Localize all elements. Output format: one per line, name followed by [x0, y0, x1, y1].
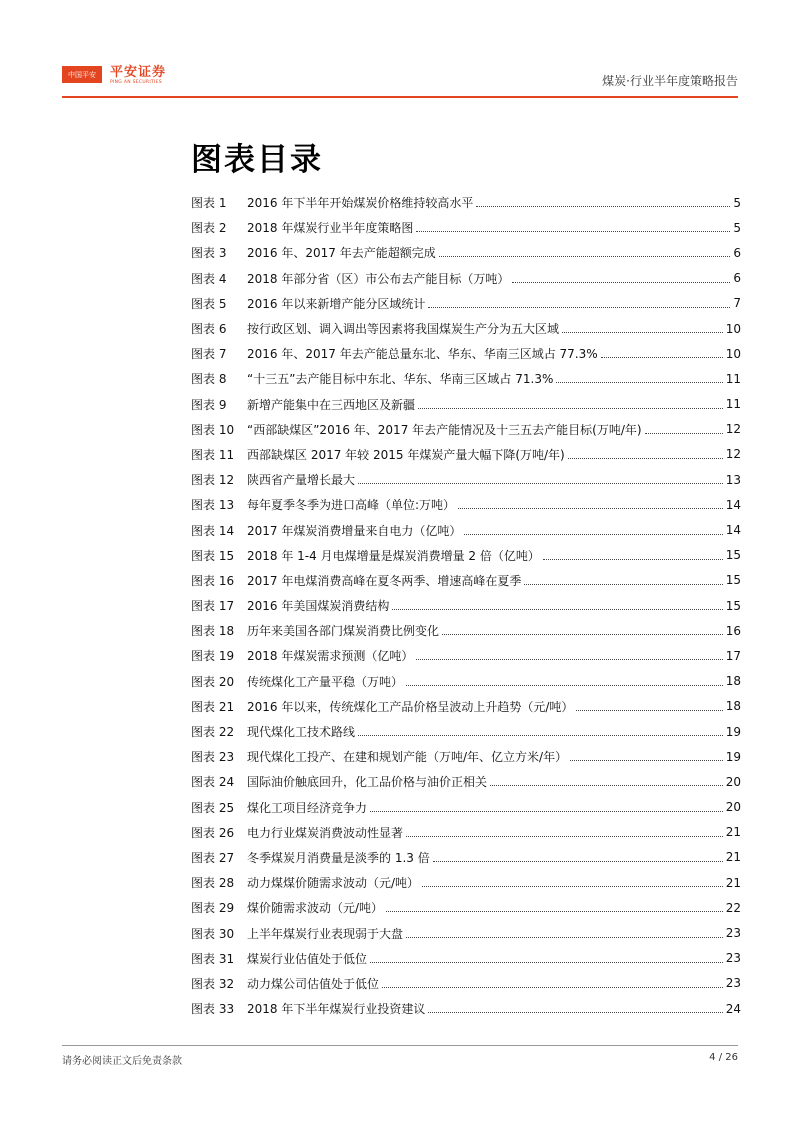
toc-entry-page: 22 — [725, 900, 741, 915]
toc-entry-title: 2018 年 1-4 月电煤增量是煤炭消费增量 2 倍（亿吨） — [247, 548, 540, 563]
toc-entry-page: 12 — [725, 422, 741, 437]
toc-leader-dots — [601, 357, 723, 358]
toc-entry-page: 21 — [725, 875, 741, 890]
toc-entry[interactable] — [191, 392, 741, 417]
toc-leader-dots — [358, 483, 723, 484]
toc-entry-number: 图表 21 — [191, 699, 235, 714]
toc-entry-title: 上半年煤炭行业表现弱于大盘 — [247, 926, 404, 941]
toc-entry-page: 23 — [725, 926, 741, 941]
toc-entry[interactable] — [191, 492, 741, 517]
toc-entry-number: 图表 33 — [191, 1002, 235, 1017]
toc-leader-dots — [406, 836, 723, 837]
toc-entry-number: 图表 32 — [191, 976, 235, 991]
toc-entry-title: 新增产能集中在三西地区及新疆 — [247, 397, 416, 412]
toc-entry[interactable] — [191, 240, 741, 265]
toc-entry-page: 11 — [725, 371, 741, 386]
toc-entry-number: 图表 31 — [191, 951, 235, 966]
toc-entry-number: 图表 28 — [191, 876, 235, 891]
toc-leader-dots — [416, 659, 722, 660]
toc-entry-page: 23 — [725, 951, 741, 966]
toc-entry[interactable] — [191, 366, 741, 391]
toc-entry-title: 2017 年电煤消费高峰在夏冬两季、增速高峰在夏季 — [247, 573, 522, 588]
report-title: 煤炭·行业半年度策略报告 — [602, 74, 738, 88]
toc-leader-dots — [512, 282, 730, 283]
toc-leader-dots — [382, 987, 723, 988]
toc-entry-title: 2018 年下半年煤炭行业投资建议 — [247, 1002, 426, 1017]
toc-entry[interactable] — [191, 442, 741, 467]
toc-leader-dots — [570, 760, 723, 761]
toc-entry-title: 电力行业煤炭消费波动性显著 — [247, 825, 404, 840]
toc-leader-dots — [556, 382, 722, 383]
page-number: 4 / 26 — [709, 1052, 738, 1063]
toc-entry-title: 历年来美国各部门煤炭消费比例变化 — [247, 624, 440, 639]
toc-entry[interactable] — [191, 971, 741, 996]
toc-entry-number: 图表 27 — [191, 850, 235, 865]
toc-entry-page: 19 — [725, 724, 741, 739]
toc-entry-number: 图表 2 — [191, 221, 227, 236]
toc-entry-title: 传统煤化工产量平稳（万吨） — [247, 674, 404, 689]
toc-entry-title: 2018 年煤炭需求预测（亿吨） — [247, 649, 414, 664]
toc-entry-title: 2018 年部分省（区）市公布去产能目标（万吨） — [247, 271, 510, 286]
toc-entry[interactable] — [191, 845, 741, 870]
toc-leader-dots — [358, 735, 723, 736]
toc-entry[interactable] — [191, 618, 741, 643]
company-logo — [62, 66, 166, 86]
toc-entry-page: 15 — [725, 548, 741, 563]
toc-entry-title: 2016 年、2017 年去产能超额完成 — [247, 246, 436, 261]
toc-entry-number: 图表 20 — [191, 674, 235, 689]
toc-entry-number: 图表 6 — [191, 322, 227, 337]
toc-entry-number: 图表 30 — [191, 926, 235, 941]
toc-entry[interactable] — [191, 895, 741, 920]
toc-entry-title: 2016 年美国煤炭消费结构 — [247, 599, 390, 614]
toc-entry[interactable] — [191, 920, 741, 945]
toc-entry-number: 图表 24 — [191, 775, 235, 790]
toc-entry[interactable] — [191, 795, 741, 820]
toc-entry-page: 21 — [725, 850, 741, 865]
toc-entry-page: 21 — [725, 825, 741, 840]
toc-entry-page: 18 — [725, 699, 741, 714]
toc-entry-number: 图表 15 — [191, 548, 235, 563]
toc-entry-page: 14 — [725, 523, 741, 538]
toc-entry-page: 14 — [725, 497, 741, 512]
toc-leader-dots — [422, 886, 723, 887]
toc-entry[interactable] — [191, 568, 741, 593]
toc-entry-number: 图表 16 — [191, 573, 235, 588]
toc-entry-page: 18 — [725, 674, 741, 689]
toc-leader-dots — [386, 911, 723, 912]
toc-entry-title: 冬季煤炭月消费量是淡季的 1.3 倍 — [247, 850, 430, 865]
toc-entry-page: 17 — [725, 648, 741, 663]
toc-leader-dots — [370, 811, 723, 812]
toc-leader-dots — [490, 785, 723, 786]
toc-leader-dots — [416, 231, 730, 232]
toc-entry[interactable] — [191, 417, 741, 442]
toc-entry-number: 图表 4 — [191, 271, 227, 286]
toc-entry-number: 图表 9 — [191, 397, 227, 412]
toc-entry-page: 11 — [725, 397, 741, 412]
toc-entry-page: 12 — [725, 447, 741, 462]
toc-leader-dots — [428, 307, 730, 308]
toc-entry-title: 煤化工项目经济竞争力 — [247, 800, 368, 815]
toc-leader-dots — [392, 609, 722, 610]
footer-disclaimer: 请务必阅读正文后免责条款 — [62, 1056, 182, 1067]
toc-entry[interactable] — [191, 291, 741, 316]
toc-entry[interactable] — [191, 467, 741, 492]
footer-divider — [62, 1045, 738, 1046]
toc-leader-dots — [568, 458, 723, 459]
toc-entry-page: 6 — [733, 245, 741, 260]
toc-leader-dots — [476, 206, 730, 207]
toc-entry-title: 每年夏季冬季为进口高峰（单位:万吨） — [247, 498, 456, 513]
toc-entry[interactable] — [191, 769, 741, 794]
toc-entry-number: 图表 1 — [191, 196, 227, 211]
logo-badge: 中国平安 — [62, 66, 102, 83]
toc-entry-number: 图表 12 — [191, 473, 235, 488]
toc-entry[interactable] — [191, 190, 741, 215]
toc-entry-number: 图表 7 — [191, 347, 227, 362]
toc-entry-title: 2017 年煤炭消费增量来自电力（亿吨） — [247, 523, 462, 538]
toc-entry-number: 图表 22 — [191, 725, 235, 740]
toc-entry-number: 图表 29 — [191, 901, 235, 916]
toc-entry-number: 图表 10 — [191, 422, 235, 437]
toc-entry-page: 20 — [725, 800, 741, 815]
toc-entry-number: 图表 5 — [191, 296, 227, 311]
toc-entry[interactable] — [191, 643, 741, 668]
toc-entry-title: 2018 年煤炭行业半年度策略图 — [247, 221, 414, 236]
toc-entry-page: 5 — [733, 220, 741, 235]
toc-leader-dots — [428, 1012, 722, 1013]
toc-entry-page: 19 — [725, 749, 741, 764]
toc-entry-title: “十三五”去产能目标中东北、华东、华南三区域占 71.3% — [247, 372, 554, 387]
toc-entry[interactable] — [191, 946, 741, 971]
toc-leader-dots — [433, 861, 723, 862]
toc-entry[interactable] — [191, 719, 741, 744]
toc-entry-title: 2016 年以来新增产能分区域统计 — [247, 296, 426, 311]
toc-leader-dots — [576, 710, 722, 711]
toc-leader-dots — [442, 634, 723, 635]
toc-leader-dots — [370, 962, 723, 963]
toc-entry-number: 图表 23 — [191, 750, 235, 765]
logo-name: 平安证券 — [110, 65, 167, 80]
logo-subtitle: PING AN SECURITIES — [110, 80, 162, 85]
toc-entry-title: 动力煤煤价随需求波动（元/吨） — [247, 876, 420, 891]
toc-entry-page: 7 — [733, 296, 741, 311]
toc-leader-dots — [406, 937, 723, 938]
toc-entry[interactable] — [191, 593, 741, 618]
toc-entry[interactable] — [191, 316, 741, 341]
toc-entry[interactable] — [191, 215, 741, 240]
toc-entry-title: 2016 年、2017 年去产能总量东北、华东、华南三区域占 77.3% — [247, 347, 598, 362]
toc-entry[interactable] — [191, 744, 741, 769]
toc-title: 图表目录 — [191, 142, 323, 178]
toc-entry-page: 24 — [725, 1001, 741, 1016]
toc-entry-number: 图表 25 — [191, 800, 235, 815]
toc-leader-dots — [406, 685, 723, 686]
header-divider — [62, 96, 738, 98]
toc-entry[interactable] — [191, 694, 741, 719]
toc-leader-dots — [458, 508, 723, 509]
toc-leader-dots — [524, 584, 722, 585]
figure-list — [191, 190, 741, 1021]
toc-entry-title: 煤炭行业估值处于低位 — [247, 951, 368, 966]
toc-entry-title: “西部缺煤区”2016 年、2017 年去产能情况及十三五去产能目标(万吨/年) — [247, 422, 642, 437]
toc-entry[interactable] — [191, 517, 741, 542]
toc-entry-title: 2016 年下半年开始煤炭价格维持较高水平 — [247, 196, 474, 211]
toc-entry-title: 动力煤公司估值处于低位 — [247, 976, 380, 991]
toc-entry-title: 国际油价触底回升，化工品价格与油价正相关 — [247, 775, 488, 790]
toc-entry-title: 现代煤化工技术路线 — [247, 725, 356, 740]
toc-entry-number: 图表 19 — [191, 649, 235, 664]
toc-entry-number: 图表 26 — [191, 825, 235, 840]
toc-entry-page: 15 — [725, 573, 741, 588]
toc-entry-title: 现代煤化工投产、在建和规划产能（万吨/年、亿立方米/年） — [247, 750, 568, 765]
toc-entry-page: 13 — [725, 472, 741, 487]
toc-entry-number: 图表 11 — [191, 447, 235, 462]
toc-entry-page: 10 — [725, 321, 741, 336]
toc-entry-page: 16 — [725, 623, 741, 638]
toc-entry-number: 图表 13 — [191, 498, 235, 513]
toc-entry-number: 图表 17 — [191, 599, 235, 614]
toc-leader-dots — [562, 332, 723, 333]
toc-entry-number: 图表 18 — [191, 624, 235, 639]
toc-entry-page: 6 — [733, 271, 741, 286]
toc-entry-number: 图表 8 — [191, 372, 227, 387]
toc-entry-title: 按行政区划、调入调出等因素将我国煤炭生产分为五大区域 — [247, 322, 560, 337]
page-header — [62, 62, 738, 94]
toc-leader-dots — [439, 256, 731, 257]
toc-leader-dots — [645, 433, 723, 434]
toc-entry[interactable] — [191, 341, 741, 366]
toc-entry[interactable] — [191, 820, 741, 845]
toc-entry[interactable] — [191, 266, 741, 291]
toc-entry-number: 图表 3 — [191, 246, 227, 261]
toc-entry-page: 20 — [725, 774, 741, 789]
toc-leader-dots — [543, 559, 723, 560]
toc-entry-title: 煤价随需求波动（元/吨） — [247, 901, 384, 916]
toc-entry-title: 2016 年以来，传统煤化工产品价格呈波动上升趋势（元/吨） — [247, 699, 574, 714]
toc-leader-dots — [464, 534, 722, 535]
toc-entry-title: 西部缺煤区 2017 年较 2015 年煤炭产量大幅下降(万吨/年) — [247, 447, 565, 462]
toc-entry-page: 10 — [725, 346, 741, 361]
toc-entry[interactable] — [191, 870, 741, 895]
toc-entry-number: 图表 14 — [191, 523, 235, 538]
toc-entry-title: 陕西省产量增长最大 — [247, 473, 356, 488]
toc-entry-page: 15 — [725, 598, 741, 613]
toc-leader-dots — [418, 408, 723, 409]
toc-entry[interactable] — [191, 543, 741, 568]
toc-entry-page: 23 — [725, 976, 741, 991]
toc-entry[interactable] — [191, 669, 741, 694]
toc-entry[interactable] — [191, 996, 741, 1021]
toc-entry-page: 5 — [733, 195, 741, 210]
